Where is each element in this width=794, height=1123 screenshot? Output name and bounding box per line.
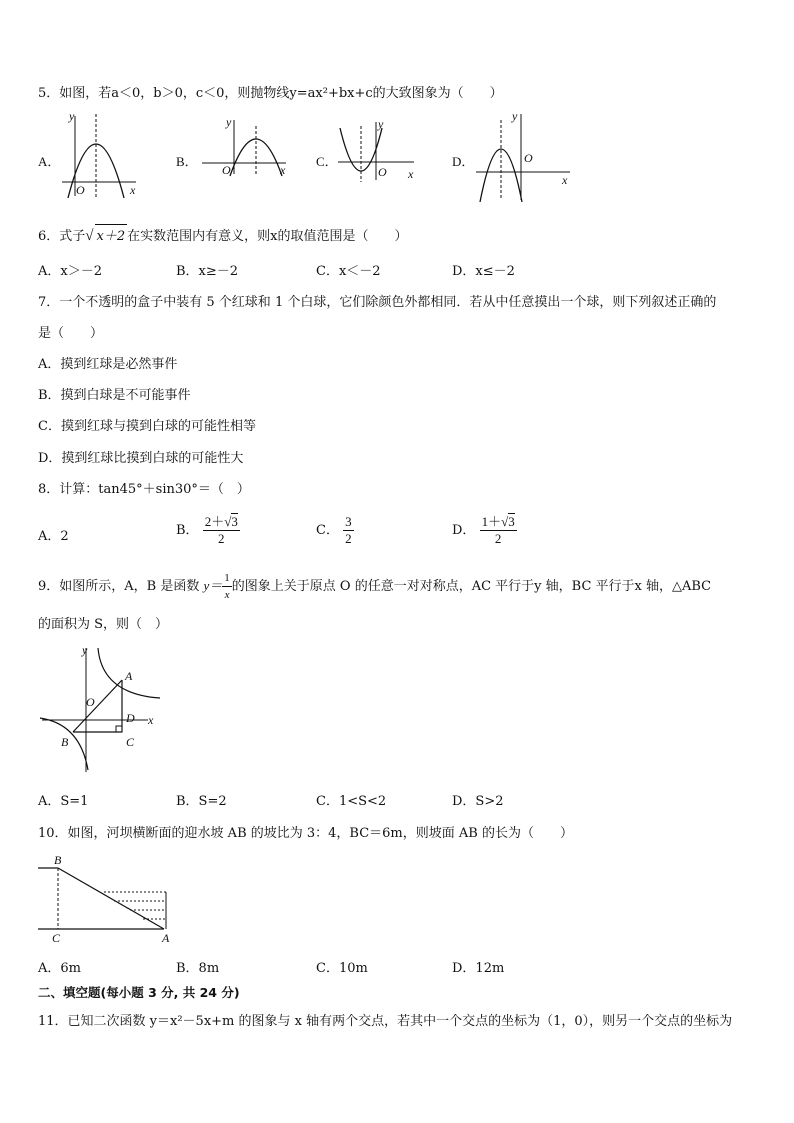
q5-graph-a xyxy=(60,110,140,200)
q9-c-label: C xyxy=(126,735,135,749)
q5-graph-c xyxy=(336,118,418,184)
q9-stem-line2: 的面积为 S，则（ ） xyxy=(38,617,169,632)
q10-option-b: B．8m xyxy=(176,961,220,976)
q8-b-den: 2 xyxy=(218,531,225,546)
q9-option-d: D．S>2 xyxy=(452,794,504,809)
q5-option-d-label: D． xyxy=(452,154,475,169)
q9-func-lhs: y＝ xyxy=(203,578,223,593)
q5d-x-label: x xyxy=(562,173,568,187)
q9-option-b: B．S=2 xyxy=(176,794,227,809)
q8-option-b xyxy=(176,514,240,547)
q9-option-a: A．S=1 xyxy=(38,794,89,809)
q8-option-d-fraction: $\frac{1+√3}{2}$ xyxy=(481,514,515,546)
q7-option-d: D．摸到红球比摸到白球的可能性大 xyxy=(38,451,244,466)
q5-option-c-label: C． xyxy=(316,154,338,169)
q8-option-c-label: C． xyxy=(316,523,339,538)
q9-segment-ab xyxy=(73,680,122,732)
q5c-y-label: y xyxy=(378,118,384,131)
q5a-origin-label: O xyxy=(76,183,85,197)
q9-y-label: y xyxy=(82,643,88,657)
q5-stem: 5．如图，若a＜0，b＞0，c＜0，则抛物线y=ax²+bx+c的大致图象为（ ） xyxy=(38,86,503,101)
q9-o-label: O xyxy=(86,695,95,709)
q7-option-b: B．摸到白球是不可能事件 xyxy=(38,388,191,403)
q5c-x-label: x xyxy=(408,167,414,181)
q5c-origin-label: O xyxy=(378,165,387,179)
q6-option-d: D．x≤－2 xyxy=(452,264,515,279)
q9-option-c: C．1<S<2 xyxy=(316,794,387,809)
q5a-y-label: y xyxy=(69,110,75,123)
q8-b-rad: 3 xyxy=(231,514,238,529)
q9-a-label: A xyxy=(125,669,133,683)
q5b-origin-label: O xyxy=(222,163,231,177)
q10-b-label: B xyxy=(54,853,62,867)
q6-option-a: A．x＞－2 xyxy=(38,264,102,279)
q10-option-c: C．10m xyxy=(316,961,368,976)
q8-option-a: A．2 xyxy=(38,529,69,544)
q7-option-a: A．摸到红球是必然事件 xyxy=(38,357,178,372)
q7-stem-line1: 7．一个不透明的盒子中装有 5 个红球和 1 个白球，它们除颜色外都相同．若从中任意摸出一个球，则下列叙述正确的 xyxy=(38,295,717,310)
q9-right-angle-mark xyxy=(116,726,122,732)
q8-option-c-fraction xyxy=(343,514,354,547)
q8-d-rad: 3 xyxy=(508,514,515,529)
q8-option-d xyxy=(452,514,517,547)
q9-figure xyxy=(38,640,168,775)
q10-option-a: A．6m xyxy=(38,961,81,976)
q11-stem: 11．已知二次函数 y＝x²－5x+m 的图象与 x 轴有两个交点，若其中一个交点的坐标为（1，0），则另一个交点的坐标为 xyxy=(38,1014,733,1029)
q6-stem: 6．式子√ x＋2 在实数范围内有意义，则x的取值范围是（ ） xyxy=(38,224,407,245)
q8-option-b-fraction: $\frac{2+√3}{2}$ xyxy=(204,514,238,546)
q6-stem-post: 在实数范围内有意义，则x的取值范围是（ ） xyxy=(127,229,408,244)
q5-option-b-label: B． xyxy=(176,154,198,169)
q10-stem: 10．如图，河坝横断面的迎水坡 AB 的坡比为 3：4，BC＝6m，则坡面 AB 的长为（ ） xyxy=(38,826,573,841)
q9-x-label: x xyxy=(148,713,154,727)
q9-stem xyxy=(38,570,711,603)
q8-b-num-pre: 2＋ xyxy=(204,514,225,529)
q8-d-den: 2 xyxy=(494,531,502,546)
q10-option-d: D．12m xyxy=(452,961,505,976)
q6-option-b: B．x≥－2 xyxy=(176,264,239,279)
q8-option-c xyxy=(316,514,354,547)
q9-func-num: 1 xyxy=(222,570,232,587)
q10-slope-ab xyxy=(58,868,164,929)
q9-b-label: B xyxy=(61,735,69,749)
q5-graph-b xyxy=(200,116,290,178)
q8-option-b-label: B． xyxy=(176,523,199,538)
q10-a-label: A xyxy=(162,931,170,945)
q10-c-label: C xyxy=(52,931,61,945)
q7-option-c: C．摸到红球与摸到白球的可能性相等 xyxy=(38,419,256,434)
q5b-y-label: y xyxy=(226,116,232,129)
q9-func-fraction xyxy=(222,570,232,603)
q8-c-num: 3 xyxy=(345,514,352,529)
q5d-origin-label: O xyxy=(524,151,533,165)
q10-figure xyxy=(38,850,178,945)
q6-radicand: x＋2 xyxy=(95,224,128,244)
q8-d-num-pre: 1＋ xyxy=(481,514,502,529)
q8-stem: 8．计算：tan45°＋sin30°＝（ ） xyxy=(38,482,250,497)
q7-stem-line2: 是（ ） xyxy=(38,326,104,341)
q9-func-den: x xyxy=(224,589,230,601)
q9-d-label: D xyxy=(126,711,135,725)
q9-stem-post: 的图象上关于原点 O 的任意一对对称点，AC 平行于y 轴，BC 平行于x 轴，△ABC xyxy=(231,579,712,594)
q5d-y-label: y xyxy=(512,110,518,123)
q6-stem-pre: 6．式子 xyxy=(38,229,86,244)
q8-option-d-label: D． xyxy=(452,523,476,538)
q5-option-a-label: A． xyxy=(38,154,61,169)
q6-option-c: C．x＜－2 xyxy=(316,264,381,279)
q5b-x-label: x xyxy=(280,163,286,177)
section-2-title: 二、填空题(每小题 3 分, 共 24 分) xyxy=(38,985,240,1000)
q9-stem-pre: 9．如图所示，A，B 是函数 xyxy=(38,579,200,594)
q5-graph-d xyxy=(474,110,574,202)
q5a-x-label: x xyxy=(130,183,136,197)
q8-c-den: 2 xyxy=(345,531,352,546)
